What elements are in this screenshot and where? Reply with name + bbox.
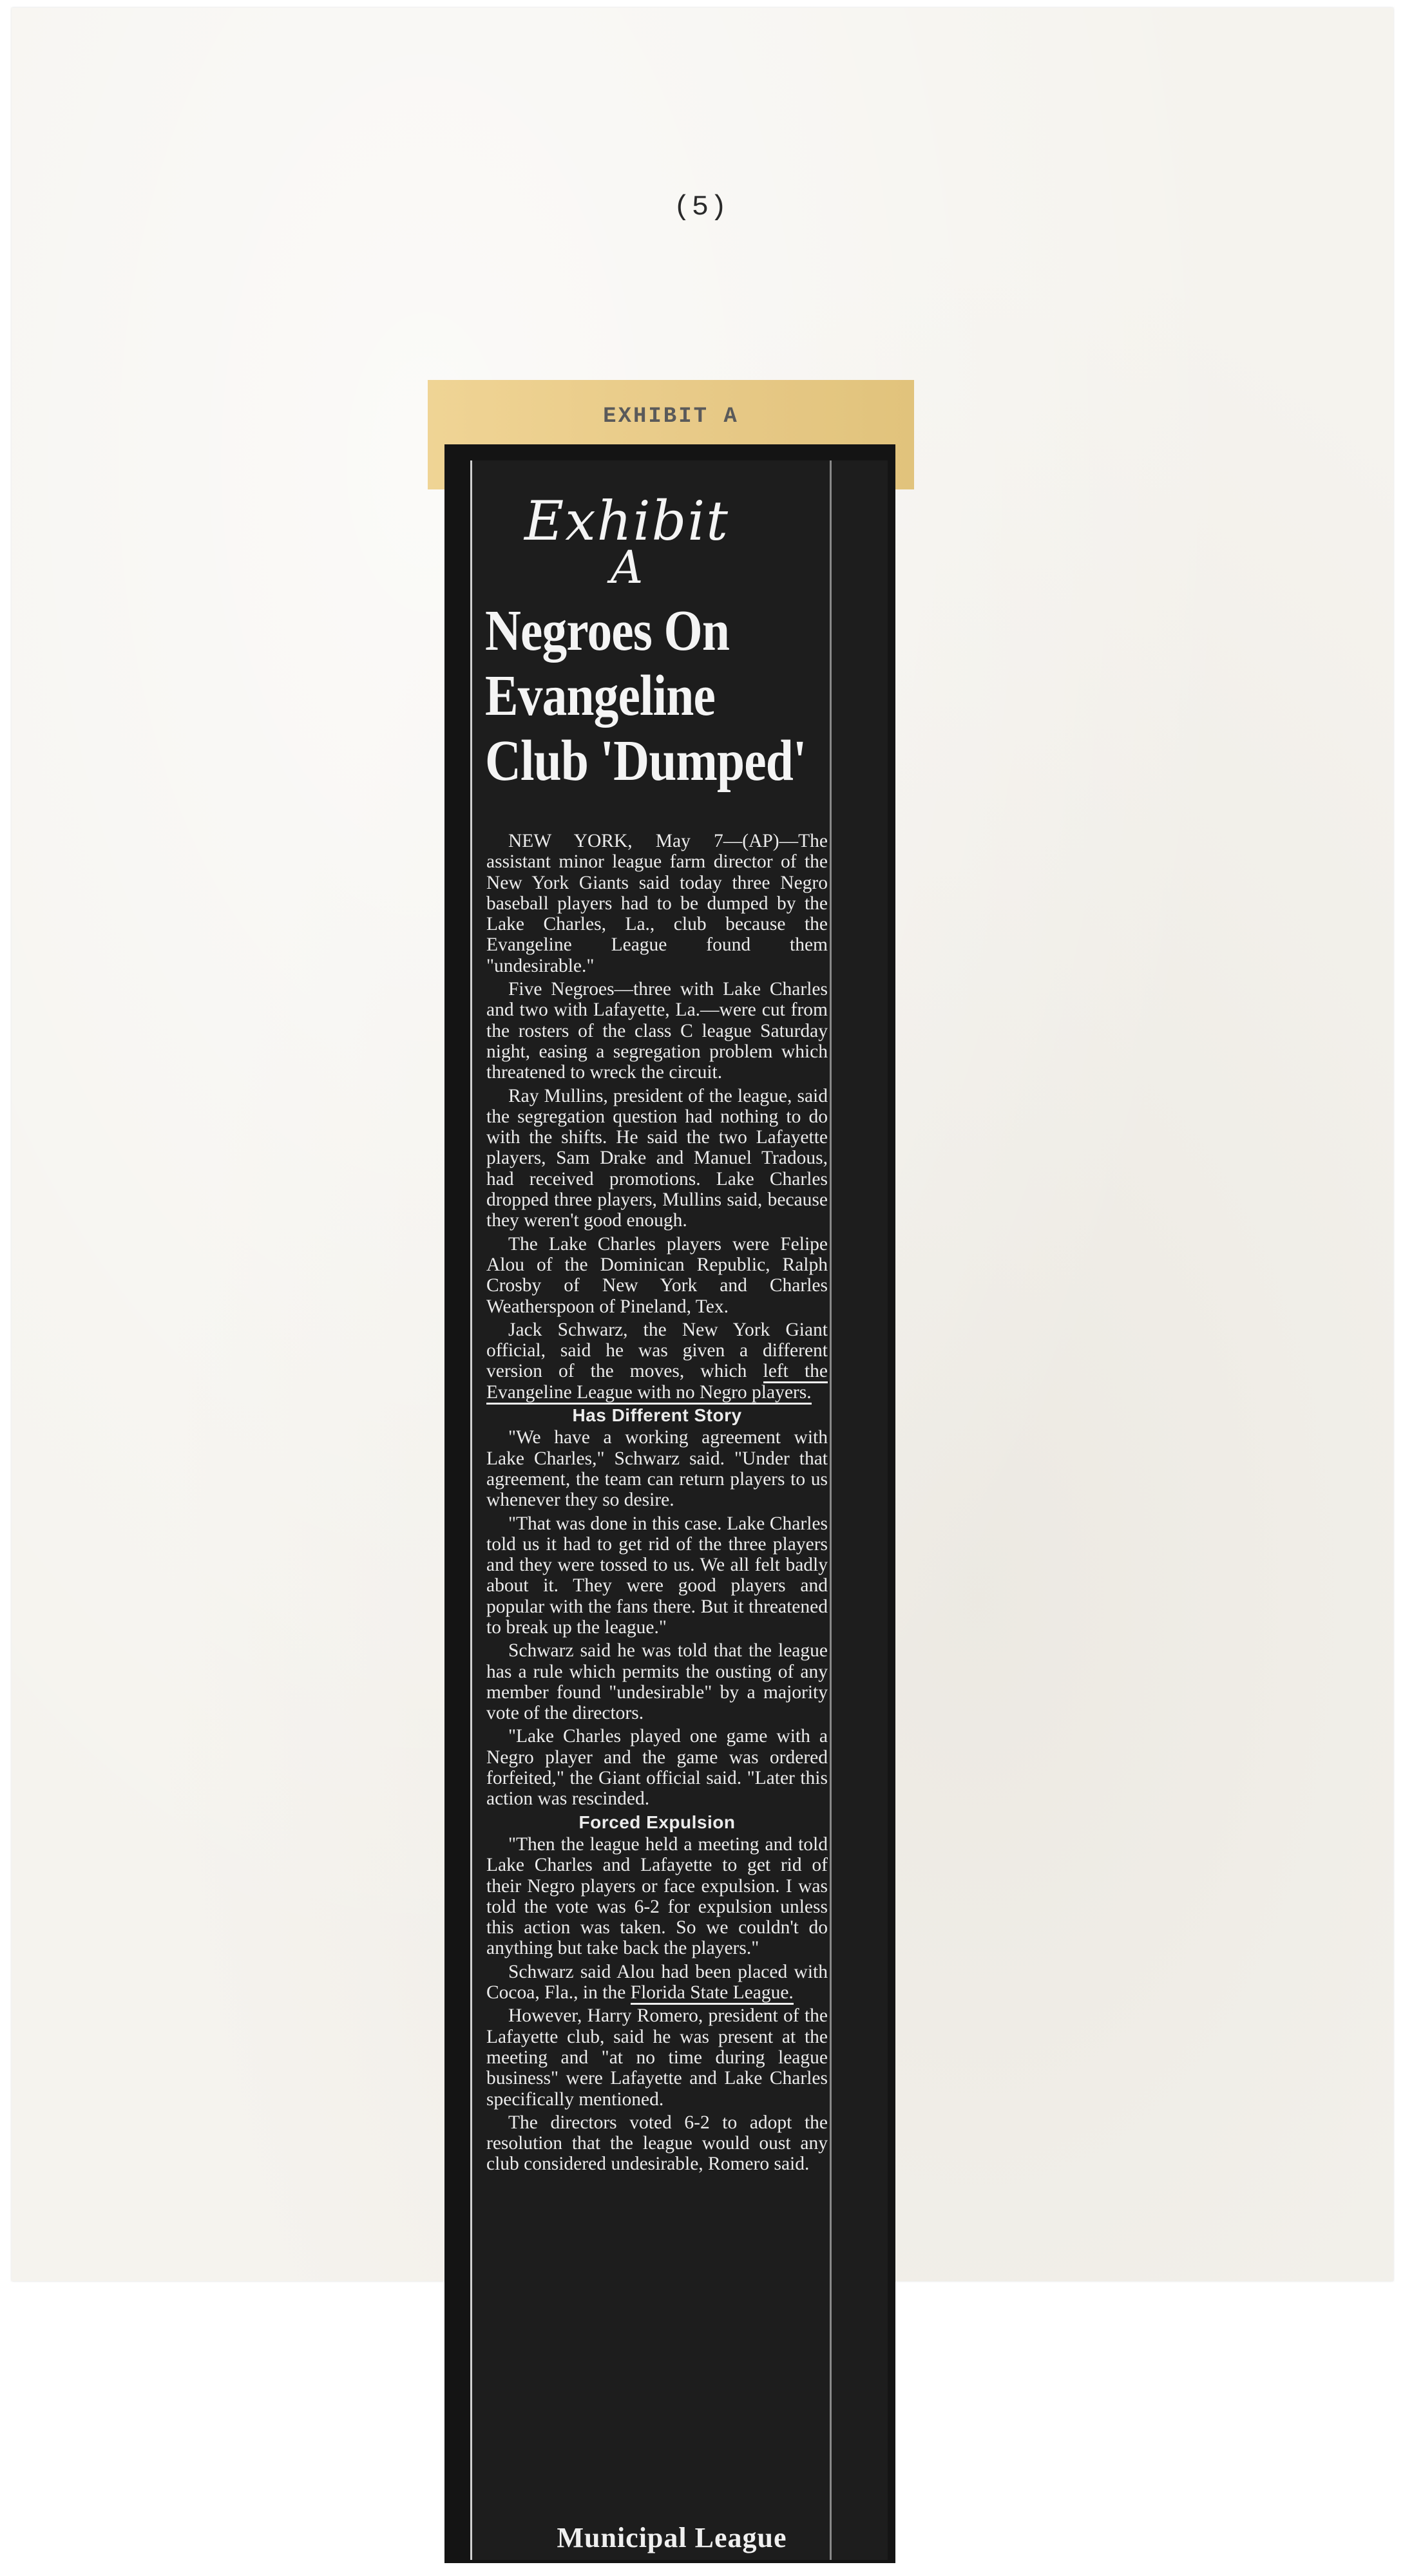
handwritten-line-2: A — [610, 541, 644, 594]
exhibit-label: EXHIBIT A — [603, 404, 739, 429]
next-article-headline: Municipal League — [557, 2522, 787, 2553]
article-body — [486, 831, 828, 2177]
paragraph — [486, 1320, 828, 1403]
paragraph: "That was done in this case. Lake Charles told us it had to get rid of the three players and they were tossed to us. We all felt badly about it. They were good players and popular with the fans there. But it threatened to break up the league." — [486, 1513, 828, 1638]
paragraph: Five Negroes—three with Lake Charles and two with Lafayette, La.—were cut from the rosters of the class C league Saturday night, easing a segregation problem which threatened to wreck the circuit. — [486, 979, 828, 1083]
headline-line-3: Club 'Dumped' — [485, 728, 806, 793]
handwritten-note — [511, 489, 743, 594]
paragraph: "We have a working agreement with Lake Charles," Schwarz said. "Under that agreement, the team can return players to us whenever they so desire. — [486, 1427, 828, 1511]
paragraph: The directors voted 6-2 to adopt the resolution that the league would oust any club considered undesirable, Romero said. — [486, 2112, 828, 2175]
paragraph: However, Harry Romero, president of the Lafayette club, said he was present at the meeting and "at no time during league business" were Lafayette and Lake Charles specifically mentioned. — [486, 2005, 828, 2110]
handwritten-line-1: Exhibit — [524, 489, 730, 553]
paragraph: NEW YORK, May 7—(AP)—The assistant minor league farm director of the New York Giants said today three Negro baseball players had to be dumped by the Lake Charles, La., club because the Evangeline League found them "undesirable." — [486, 831, 828, 976]
paragraph — [486, 1962, 828, 2003]
headline-line-1: Negroes On — [485, 599, 730, 663]
newspaper-clipping — [470, 460, 888, 2560]
clipping-column-rule — [830, 460, 832, 2560]
paragraph: "Lake Charles played one game with a Negro player and the game was ordered forfeited," the Giant official said. "Later this action was rescinded. — [486, 1726, 828, 1810]
paragraph-text: Schwarz said Alou had been placed with Cocoa, Fla., in the — [486, 1961, 828, 2003]
underlined-text: left the Evangeline League with no Negro players. — [486, 1361, 828, 1404]
underlined-text: Florida State League. — [631, 1982, 794, 2005]
page-number: (5) — [673, 191, 729, 223]
paragraph: "Then the league held a meeting and told Lake Charles and Lafayette to get rid of their Negro players or face expulsion. I was told the vote was 6-2 for expulsion unless this action was taken. So we couldn't do anything but take back the players." — [486, 1833, 828, 1959]
subhead: Has Different Story — [572, 1405, 742, 1426]
paragraph-text: Jack Schwarz, the New York Giant official, said he was given a different version of the moves, which — [486, 1319, 828, 1382]
headline — [485, 599, 806, 793]
headline-line-2: Evangeline — [485, 663, 715, 728]
paragraph: The Lake Charles players were Felipe Alou of the Dominican Republic, Ralph Crosby of New York and Charles Weatherspoon of Pineland, Tex. — [486, 1233, 828, 1317]
paragraph: Schwarz said he was told that the league has a rule which permits the ousting of any member found "undesirable" by a majority vote of the directors. — [486, 1640, 828, 1724]
subhead: Forced Expulsion — [578, 1812, 736, 1832]
paragraph: Ray Mullins, president of the league, said the segregation question had nothing to do with the shifts. He said the two Lafayette players, Sam Drake and Manuel Tradous, had received promotions. Lake Charles dropped three players, Mullins said, because they weren't good enough. — [486, 1085, 828, 1231]
